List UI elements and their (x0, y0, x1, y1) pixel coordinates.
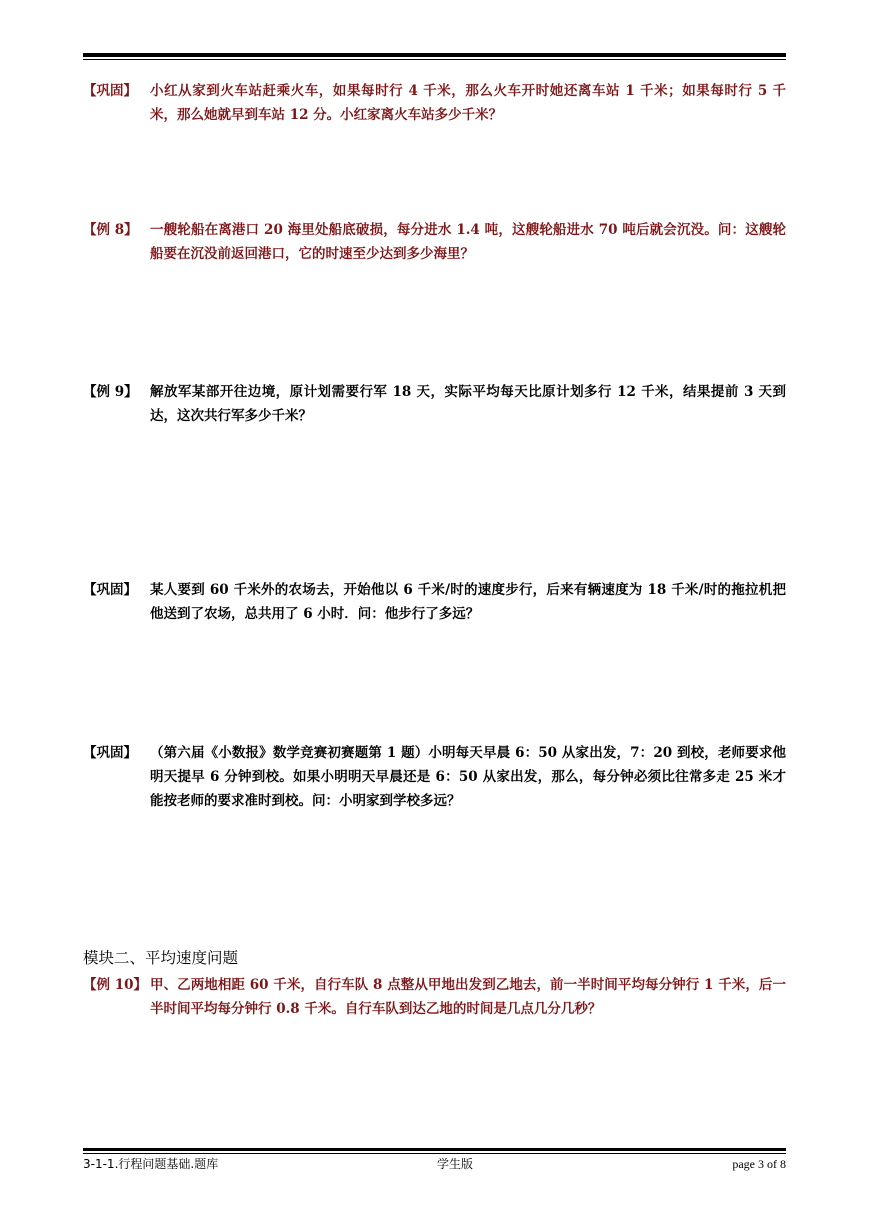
footer-doc-title: 3-1-1.行程问题基础.题库 (83, 1157, 219, 1171)
problem-consolidate-3 (83, 741, 786, 813)
problem-tag: 【例 8】 (83, 222, 138, 238)
problem-text: （第六届《小数报》数学竞赛初赛题第 1 题）小明每天早晨 6：50 从家出发，7：20 到校，老师要求他明天提早 6 分钟到校。如果小明明天早晨还是 6：50 从家出发，那么，每分钟必须比往常多走 25 米才能按老师的要求准时到校。问：小明家到学校多远？ (150, 745, 786, 809)
footer-edition: 学生版 (437, 1157, 474, 1171)
problem-tag: 【巩固】 (83, 745, 137, 761)
problem-tag: 【例 9】 (83, 384, 138, 400)
module-heading: 模块二、平均速度问题 (83, 949, 239, 967)
header-rule-thick (83, 53, 786, 57)
footer-rule-thin (83, 1153, 786, 1154)
footer-rule-thick (83, 1148, 786, 1151)
footer-page-number: page 3 of 8 (732, 1157, 786, 1171)
problem-example-10 (83, 973, 786, 1021)
problem-text: 小红从家到火车站赶乘火车，如果每时行 4 千米，那么火车开时她还离车站 1 千米；如果每时行 5 千米，那么她就早到车站 12 分。小红家离火车站多少千米？ (150, 83, 786, 123)
problem-tag: 【巩固】 (83, 582, 137, 598)
problem-tag: 【例 10】 (83, 977, 147, 993)
problem-consolidate-1 (83, 79, 786, 127)
problem-tag: 【巩固】 (83, 83, 137, 99)
problem-example-9 (83, 380, 786, 428)
problem-example-8 (83, 218, 786, 266)
header-rule-thin (83, 59, 786, 60)
problem-consolidate-2 (83, 578, 786, 626)
problem-text: 某人要到 60 千米外的农场去，开始他以 6 千米/时的速度步行，后来有辆速度为 18 千米/时的拖拉机把他送到了农场，总共用了 6 小时．问：他步行了多远？ (150, 582, 786, 622)
problem-text: 甲、乙两地相距 60 千米，自行车队 8 点整从甲地出发到乙地去，前一半时间平均每分钟行 1 千米，后一半时间平均每分钟行 0.8 千米。自行车队到达乙地的时间是几点几分几秒？ (150, 977, 786, 1017)
problem-text: 一艘轮船在离港口 20 海里处船底破损，每分进水 1.4 吨，这艘轮船进水 70 吨后就会沉没。问：这艘轮船要在沉没前返回港口，它的时速至少达到多少海里？ (150, 222, 786, 262)
problem-text: 解放军某部开往边境，原计划需要行军 18 天，实际平均每天比原计划多行 12 千米，结果提前 3 天到达，这次共行军多少千米？ (150, 384, 786, 424)
